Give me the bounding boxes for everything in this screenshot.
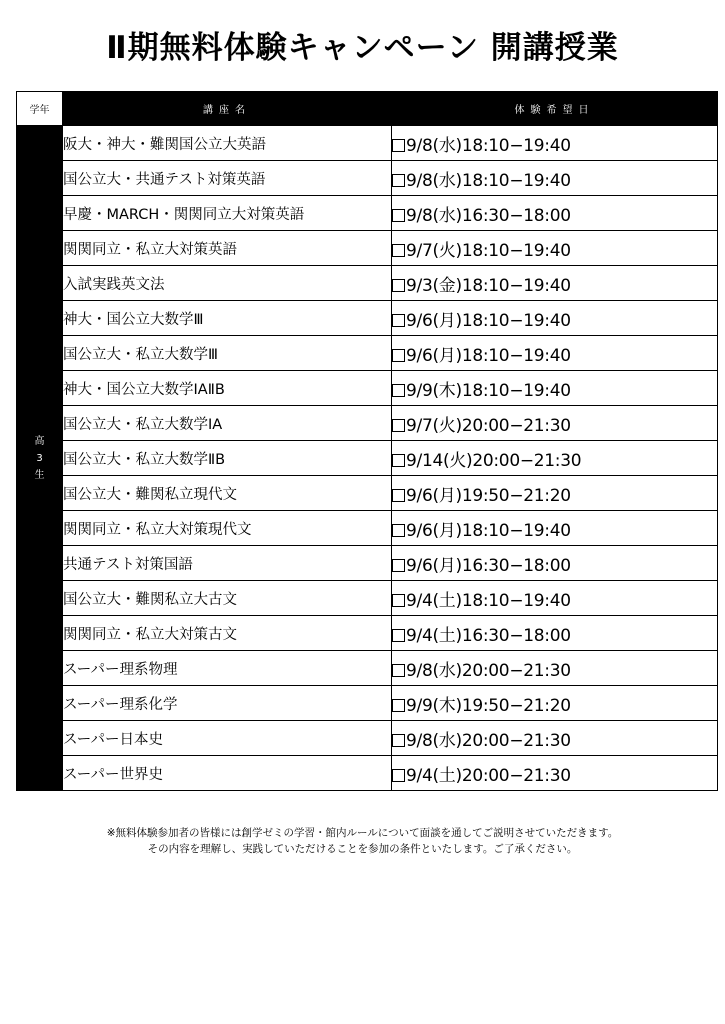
checkbox-icon[interactable] <box>392 559 405 572</box>
course-name: 関関同立・私立大対策現代文 <box>63 511 392 546</box>
participation-note <box>0 825 725 857</box>
trial-date-cell[interactable] <box>392 581 718 616</box>
checkbox-icon[interactable] <box>392 594 405 607</box>
trial-date: 9/7(火)18:10−19:40 <box>406 240 571 261</box>
table-row <box>17 371 718 406</box>
checkbox-icon[interactable] <box>392 489 405 502</box>
checkbox-icon[interactable] <box>392 524 405 537</box>
trial-date-cell[interactable] <box>392 686 718 721</box>
course-name: スーパー理系化学 <box>63 686 392 721</box>
checkbox-icon[interactable] <box>392 419 405 432</box>
course-name: 国公立大・難関私立大古文 <box>63 581 392 616</box>
trial-date: 9/9(木)19:50−21:20 <box>406 695 571 716</box>
table-row <box>17 546 718 581</box>
trial-date-cell[interactable] <box>392 336 718 371</box>
checkbox-icon[interactable] <box>392 384 405 397</box>
course-column-header: 講座名 <box>63 92 392 126</box>
trial-date: 9/9(木)18:10−19:40 <box>406 380 571 401</box>
grade-column-header: 学年 <box>17 92 63 126</box>
course-name: 国公立大・難関私立現代文 <box>63 476 392 511</box>
trial-date: 9/3(金)18:10−19:40 <box>406 275 571 296</box>
trial-date: 9/4(土)18:10−19:40 <box>406 590 571 611</box>
checkbox-icon[interactable] <box>392 139 405 152</box>
table-row <box>17 581 718 616</box>
course-name: 関関同立・私立大対策古文 <box>63 616 392 651</box>
table-row <box>17 476 718 511</box>
trial-date-cell[interactable] <box>392 196 718 231</box>
course-name: 入試実践英文法 <box>63 266 392 301</box>
trial-date-cell[interactable] <box>392 546 718 581</box>
table-row <box>17 756 718 791</box>
grade-cell <box>17 126 63 791</box>
checkbox-icon[interactable] <box>392 734 405 747</box>
table-row <box>17 511 718 546</box>
note-line: ※無料体験参加者の皆様には創学ゼミの学習・館内ルールについて面談を通してご説明させていただきます。 <box>106 827 619 839</box>
table-row <box>17 126 718 161</box>
checkbox-icon[interactable] <box>392 244 405 257</box>
trial-date: 9/8(水)20:00−21:30 <box>406 730 571 751</box>
course-name: 早慶・MARCH・関関同立大対策英語 <box>63 196 392 231</box>
course-name: 国公立大・共通テスト対策英語 <box>63 161 392 196</box>
table-row <box>17 266 718 301</box>
checkbox-icon[interactable] <box>392 209 405 222</box>
table-body <box>17 126 718 791</box>
grade-label: 高3生 <box>34 435 45 481</box>
trial-date: 9/7(火)20:00−21:30 <box>406 415 571 436</box>
note-line: その内容を理解し、実践していただけることを参加の条件といたします。ご了承ください。 <box>147 843 578 855</box>
course-name: 国公立大・私立大数学ⅡB <box>63 441 392 476</box>
checkbox-icon[interactable] <box>392 699 405 712</box>
course-name: 共通テスト対策国語 <box>63 546 392 581</box>
checkbox-icon[interactable] <box>392 279 405 292</box>
table-row <box>17 441 718 476</box>
course-schedule-table <box>16 91 718 791</box>
trial-date: 9/8(水)20:00−21:30 <box>406 660 571 681</box>
checkbox-icon[interactable] <box>392 769 405 782</box>
trial-date: 9/6(月)18:10−19:40 <box>406 520 571 541</box>
course-name: 阪大・神大・難関国公立大英語 <box>63 126 392 161</box>
table-row <box>17 301 718 336</box>
trial-date: 9/8(水)16:30−18:00 <box>406 205 571 226</box>
trial-date-cell[interactable] <box>392 476 718 511</box>
trial-date: 9/6(月)18:10−19:40 <box>406 345 571 366</box>
table-row <box>17 616 718 651</box>
trial-date-cell[interactable] <box>392 126 718 161</box>
trial-date-cell[interactable] <box>392 301 718 336</box>
table-row <box>17 231 718 266</box>
course-name: スーパー日本史 <box>63 721 392 756</box>
trial-date-cell[interactable] <box>392 231 718 266</box>
table-row <box>17 406 718 441</box>
checkbox-icon[interactable] <box>392 174 405 187</box>
date-column-header: 体験希望日 <box>392 92 718 126</box>
course-name: 国公立大・私立大数学ⅠA <box>63 406 392 441</box>
table-row <box>17 336 718 371</box>
trial-date: 9/6(月)19:50−21:20 <box>406 485 571 506</box>
trial-date: 9/4(土)20:00−21:30 <box>406 765 571 786</box>
trial-date: 9/6(月)18:10−19:40 <box>406 310 571 331</box>
table-row <box>17 686 718 721</box>
course-name: 国公立大・私立大数学Ⅲ <box>63 336 392 371</box>
checkbox-icon[interactable] <box>392 629 405 642</box>
course-name: スーパー世界史 <box>63 756 392 791</box>
checkbox-icon[interactable] <box>392 349 405 362</box>
course-name: 神大・国公立大数学ⅠAⅡB <box>63 371 392 406</box>
trial-date: 9/8(水)18:10−19:40 <box>406 135 571 156</box>
trial-date-cell[interactable] <box>392 721 718 756</box>
table-header-row <box>17 92 718 126</box>
trial-date-cell[interactable] <box>392 756 718 791</box>
trial-date-cell[interactable] <box>392 441 718 476</box>
table-row <box>17 721 718 756</box>
trial-date: 9/6(月)16:30−18:00 <box>406 555 571 576</box>
course-name: 神大・国公立大数学Ⅲ <box>63 301 392 336</box>
course-name: スーパー理系物理 <box>63 651 392 686</box>
trial-date: 9/8(水)18:10−19:40 <box>406 170 571 191</box>
checkbox-icon[interactable] <box>392 664 405 677</box>
trial-date: 9/14(火)20:00−21:30 <box>406 450 582 471</box>
course-name: 関関同立・私立大対策英語 <box>63 231 392 266</box>
table-row <box>17 651 718 686</box>
trial-date-cell[interactable] <box>392 651 718 686</box>
trial-date: 9/4(土)16:30−18:00 <box>406 625 571 646</box>
checkbox-icon[interactable] <box>392 454 405 467</box>
trial-date-cell[interactable] <box>392 266 718 301</box>
trial-date-cell[interactable] <box>392 371 718 406</box>
checkbox-icon[interactable] <box>392 314 405 327</box>
trial-date-cell[interactable] <box>392 511 718 546</box>
table-row <box>17 196 718 231</box>
trial-date-cell[interactable] <box>392 406 718 441</box>
trial-date-cell[interactable] <box>392 616 718 651</box>
table-row <box>17 161 718 196</box>
page-title: Ⅱ期無料体験キャンペーン 開講授業 <box>106 30 619 66</box>
trial-date-cell[interactable] <box>392 161 718 196</box>
